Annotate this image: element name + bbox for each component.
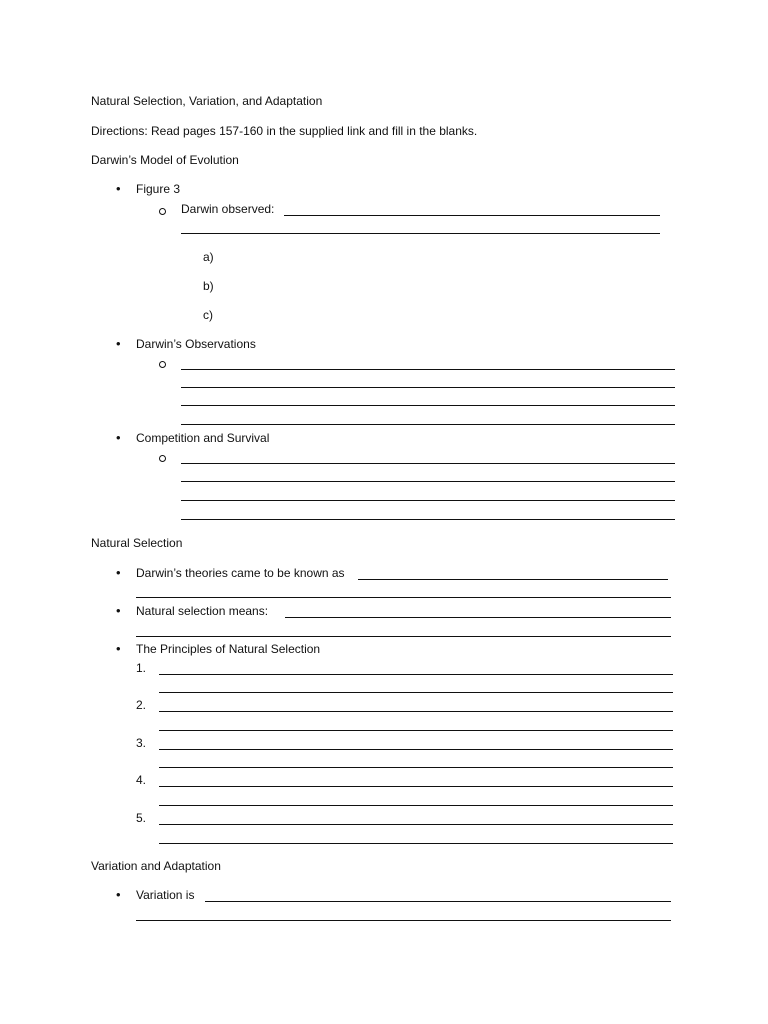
section-heading-variation-adaptation: Variation and Adaptation xyxy=(91,859,221,873)
fill-in-blank[interactable] xyxy=(159,843,673,844)
directions-text: Directions: Read pages 157-160 in the supplied link and fill in the blanks. xyxy=(91,124,478,138)
page-title: Natural Selection, Variation, and Adaptation xyxy=(91,94,323,108)
principle-number: 3. xyxy=(136,736,147,750)
figure-3-label: Figure 3 xyxy=(136,182,181,196)
fill-in-blank[interactable] xyxy=(136,636,671,637)
fill-in-blank[interactable] xyxy=(181,500,675,501)
darwins-theories-label: Darwin’s theories came to be known as xyxy=(136,566,345,580)
bullet-icon: • xyxy=(116,430,121,445)
fill-in-blank[interactable] xyxy=(159,824,673,825)
principle-number: 5. xyxy=(136,811,147,825)
bullet-icon: • xyxy=(116,181,121,196)
fill-in-blank[interactable] xyxy=(181,387,675,388)
fill-in-blank[interactable] xyxy=(159,711,673,712)
fill-in-blank[interactable] xyxy=(205,901,671,902)
sub-item-c: c) xyxy=(203,308,213,322)
fill-in-blank[interactable] xyxy=(159,767,673,768)
fill-in-blank[interactable] xyxy=(136,597,671,598)
fill-in-blank[interactable] xyxy=(159,749,673,750)
competition-survival-label: Competition and Survival xyxy=(136,431,270,445)
fill-in-blank[interactable] xyxy=(181,369,675,370)
fill-in-blank[interactable] xyxy=(181,463,675,464)
fill-in-blank[interactable] xyxy=(181,233,660,234)
principle-number: 4. xyxy=(136,773,147,787)
fill-in-blank[interactable] xyxy=(159,692,673,693)
fill-in-blank[interactable] xyxy=(159,674,673,675)
fill-in-blank[interactable] xyxy=(181,405,675,406)
hollow-bullet-icon xyxy=(159,208,166,215)
principles-label: The Principles of Natural Selection xyxy=(136,642,321,656)
bullet-icon: • xyxy=(116,565,121,580)
section-heading-natural-selection: Natural Selection xyxy=(91,536,183,550)
fill-in-blank[interactable] xyxy=(159,730,673,731)
fill-in-blank[interactable] xyxy=(285,617,671,618)
darwin-observed-label: Darwin observed: xyxy=(181,202,275,216)
fill-in-blank[interactable] xyxy=(159,786,673,787)
sub-item-a: a) xyxy=(203,250,214,264)
fill-in-blank[interactable] xyxy=(181,519,675,520)
bullet-icon: • xyxy=(116,641,121,656)
fill-in-blank[interactable] xyxy=(181,481,675,482)
principle-number: 2. xyxy=(136,698,147,712)
bullet-icon: • xyxy=(116,336,121,351)
hollow-bullet-icon xyxy=(159,361,166,368)
fill-in-blank[interactable] xyxy=(284,215,660,216)
variation-is-label: Variation is xyxy=(136,888,195,902)
hollow-bullet-icon xyxy=(159,455,166,462)
bullet-icon: • xyxy=(116,603,121,618)
principle-number: 1. xyxy=(136,661,147,675)
sub-item-b: b) xyxy=(203,279,214,293)
darwins-observations-label: Darwin’s Observations xyxy=(136,337,256,351)
fill-in-blank[interactable] xyxy=(358,579,668,580)
natural-selection-means-label: Natural selection means: xyxy=(136,604,269,618)
bullet-icon: • xyxy=(116,887,121,902)
fill-in-blank[interactable] xyxy=(159,805,673,806)
section-heading-darwins-model: Darwin’s Model of Evolution xyxy=(91,153,239,167)
fill-in-blank[interactable] xyxy=(136,920,671,921)
fill-in-blank[interactable] xyxy=(181,424,675,425)
